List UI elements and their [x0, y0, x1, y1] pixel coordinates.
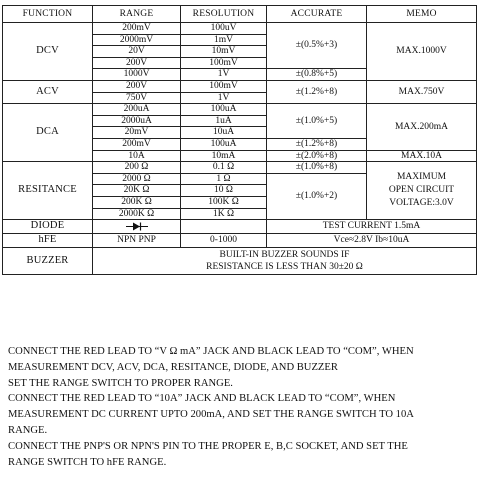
- diode-symbol-cell: [93, 220, 181, 234]
- resolution-cell: 100K Ω: [181, 196, 267, 208]
- resolution-cell: 100uV: [181, 23, 267, 35]
- buzzer-note: [93, 248, 477, 275]
- instruction-line: RANGE.: [8, 424, 48, 436]
- range-cell: 200uA: [93, 104, 181, 116]
- function-resistance: RESITANCE: [3, 162, 93, 220]
- table-row: [3, 80, 477, 92]
- instruction-line: RANGE SWITCH TO hFE RANGE.: [8, 456, 167, 468]
- instruction-line: MEASUREMENT DCV, ACV, DCA, RESITANCE, DIODE, AND BUZZER: [8, 361, 338, 373]
- accuracy-cell: ±(0.5%+3): [267, 23, 367, 69]
- range-cell: 200V: [93, 57, 181, 69]
- range-cell: 2000 Ω: [93, 173, 181, 185]
- accuracy-cell: ±(1.2%+8): [267, 138, 367, 150]
- function-hfe: hFE: [3, 234, 93, 248]
- resolution-cell: 1mV: [181, 34, 267, 46]
- resolution-cell: 1V: [181, 92, 267, 104]
- header-range: RANGE: [93, 6, 181, 23]
- memo-cell: MAX.750V: [367, 80, 477, 103]
- range-cell: 20mV: [93, 127, 181, 139]
- function-acv: ACV: [3, 80, 93, 103]
- function-dca: DCA: [3, 104, 93, 162]
- resolution-cell: 100uA: [181, 104, 267, 116]
- range-cell: 2000K Ω: [93, 208, 181, 220]
- resolution-cell: 10mV: [181, 46, 267, 58]
- instructions: [8, 344, 476, 470]
- function-buzzer: BUZZER: [3, 248, 93, 275]
- buzzer-line: RESISTANCE IS LESS THAN 30±20 Ω: [206, 262, 363, 273]
- header-memo: MEMO: [367, 6, 477, 23]
- function-diode: DIODE: [3, 220, 93, 234]
- accuracy-cell: ±(2.0%+8): [267, 150, 367, 162]
- memo-cell: MAX.10A: [367, 150, 477, 162]
- resolution-cell: 100mV: [181, 57, 267, 69]
- memo-line: VOLTAGE:3.0V: [389, 198, 454, 209]
- function-dcv: DCV: [3, 23, 93, 81]
- resolution-cell: 0-1000: [181, 234, 267, 248]
- instruction-line: CONNECT THE RED LEAD TO “V Ω mA” JACK AND BLACK LEAD TO “COM”, WHEN: [8, 346, 414, 357]
- range-cell: 10A: [93, 150, 181, 162]
- memo-line: OPEN CIRCUIT: [388, 185, 455, 196]
- hfe-note: Vce≈2.8V Ib≈10uA: [267, 234, 477, 248]
- table-row: [3, 220, 477, 234]
- range-cell: 2000mV: [93, 34, 181, 46]
- empty-cell: [181, 220, 267, 234]
- header-resolution: RESOLUTION: [181, 6, 267, 23]
- instruction-line: CONNECT THE PNP'S OR NPN'S PIN TO THE PROPER E, B,C SOCKET, AND SET THE: [8, 440, 408, 452]
- range-cell: 750V: [93, 92, 181, 104]
- spec-table: [2, 5, 477, 275]
- resolution-cell: 10uA: [181, 127, 267, 139]
- range-cell: 200K Ω: [93, 196, 181, 208]
- accuracy-cell: ±(1.0%+2): [267, 173, 367, 219]
- header-accurate: ACCURATE: [267, 6, 367, 23]
- range-cell: 200 Ω: [93, 162, 181, 174]
- buzzer-line: BUILT-IN BUZZER SOUNDS IF: [219, 250, 350, 261]
- range-cell: 20V: [93, 46, 181, 58]
- header-row: [3, 6, 477, 23]
- range-cell: 2000uA: [93, 115, 181, 127]
- range-cell: 1000V: [93, 69, 181, 81]
- diode-icon: [126, 222, 148, 231]
- memo-cell: [367, 162, 477, 220]
- resolution-cell: 100uA: [181, 138, 267, 150]
- table-row: [3, 248, 477, 275]
- accuracy-cell: ±(1.2%+8): [267, 80, 367, 103]
- accuracy-cell: ±(1.0%+8): [267, 162, 367, 174]
- range-cell: 200mV: [93, 138, 181, 150]
- range-cell: 200V: [93, 80, 181, 92]
- table-row: [3, 234, 477, 248]
- instruction-line: MEASUREMENT DC CURRENT UPTO 200mA, AND SET THE RANGE SWITCH TO 10A: [8, 409, 414, 421]
- memo-cell: MAX.200mA: [367, 104, 477, 150]
- table-row: [3, 104, 477, 116]
- range-cell: 20K Ω: [93, 185, 181, 197]
- resolution-cell: 100mV: [181, 80, 267, 92]
- resolution-cell: 1 Ω: [181, 173, 267, 185]
- header-function: FUNCTION: [3, 6, 93, 23]
- resolution-cell: 1uA: [181, 115, 267, 127]
- accuracy-cell: ±(0.8%+5): [267, 69, 367, 81]
- resolution-cell: 1K Ω: [181, 208, 267, 220]
- table-row: [3, 23, 477, 35]
- memo-line: MAXIMUM: [396, 172, 447, 183]
- accuracy-cell: ±(1.0%+5): [267, 104, 367, 139]
- resolution-cell: 10 Ω: [181, 185, 267, 197]
- memo-cell: MAX.1000V: [367, 23, 477, 81]
- resolution-cell: 0.1 Ω: [181, 162, 267, 174]
- table-row: [3, 162, 477, 174]
- resolution-cell: 10mA: [181, 150, 267, 162]
- range-cell: 200mV: [93, 23, 181, 35]
- resolution-cell: 1V: [181, 69, 267, 81]
- instruction-line: CONNECT THE RED LEAD TO “10A” JACK AND BLACK LEAD TO “COM”, WHEN: [8, 393, 396, 405]
- diode-note: TEST CURRENT 1.5mA: [267, 220, 477, 234]
- instruction-line: SET THE RANGE SWITCH TO PROPER RANGE.: [8, 377, 233, 389]
- range-cell: NPN PNP: [93, 234, 181, 248]
